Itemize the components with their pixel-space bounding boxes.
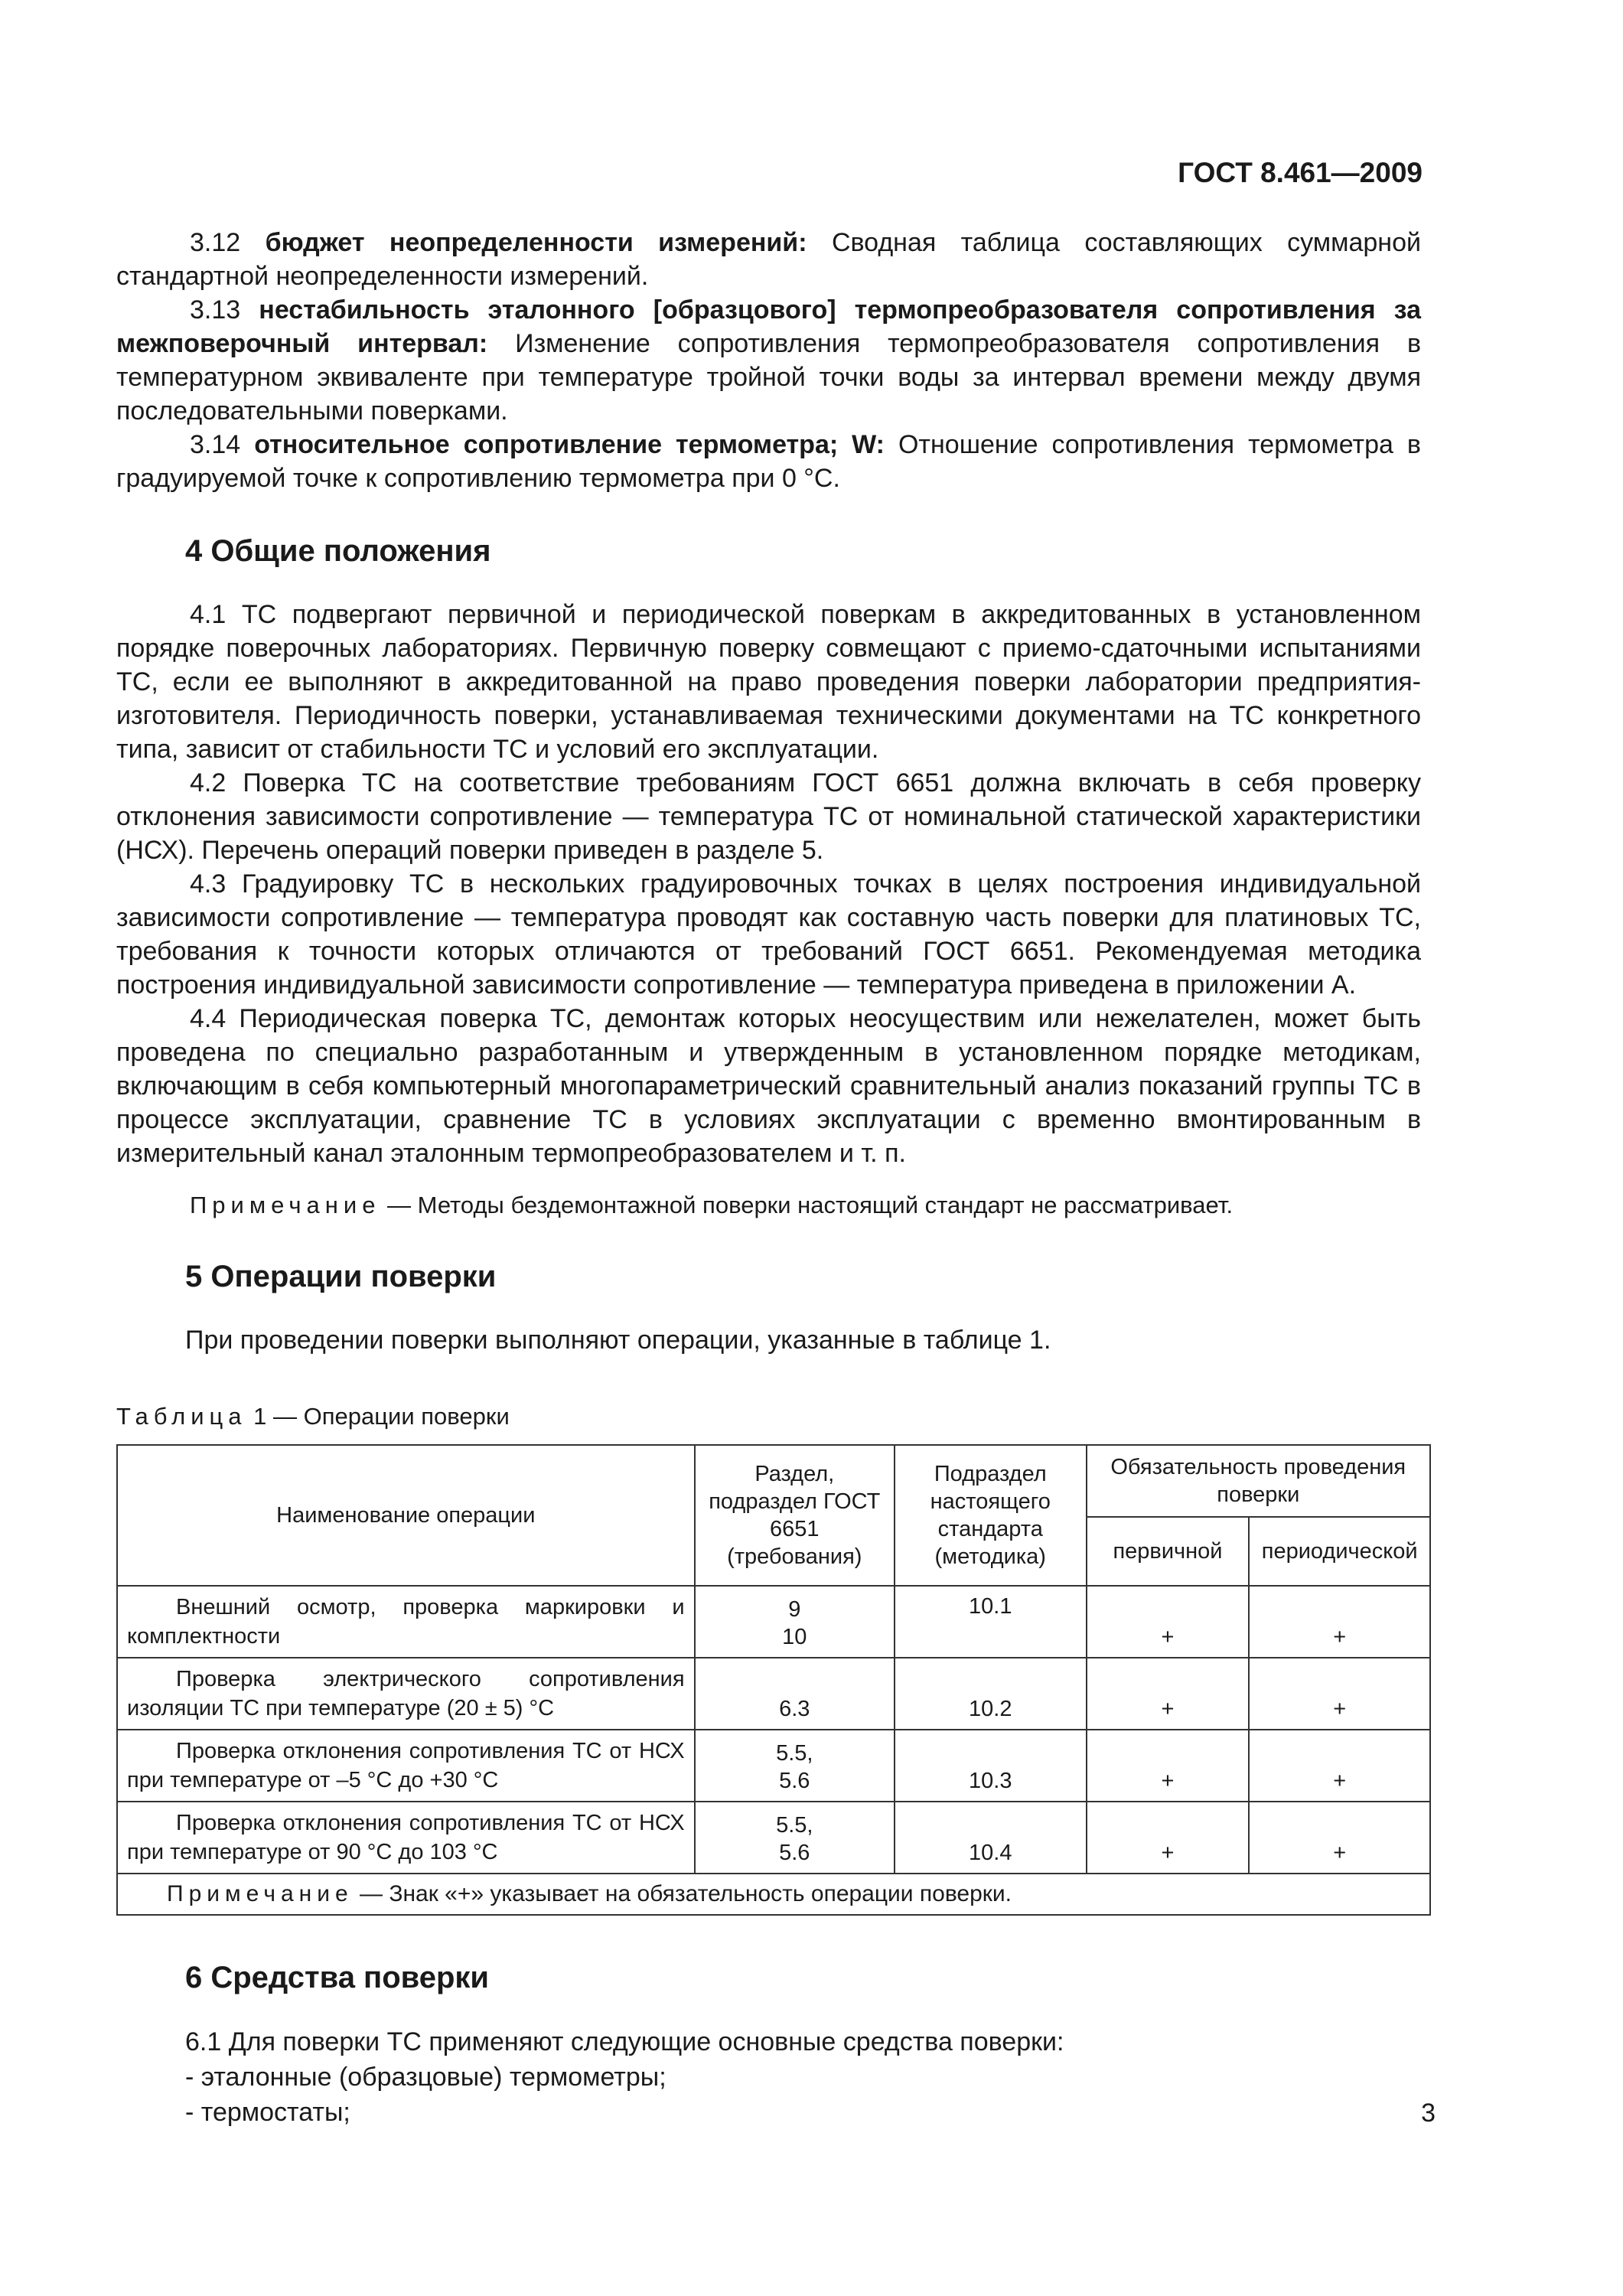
term-3-14 [116,428,1421,495]
header-mandatory: Обязательность проведения поверки [1087,1445,1430,1517]
gost-section: 6.3 [695,1658,895,1730]
paragraph-4-4: 4.4 Периодическая поверка ТС, демонтаж которых неосуществим или нежелателен, может быть проведена по специально разработанным и утвержденным в установленном порядке методикам, включающим в себя компьютерный многопараметрический сравнительный анализ показаний группы ТС в процессе эксплуатации, сравнение ТС в условиях эксплуатации с временно вмонтированным в измерительный канал эталонным термопреобразователем и т. п. [116,1004,1421,1168]
note-label: Примечание [167,1881,354,1906]
section-6-body [185,2024,1421,2130]
primary-mark: + [1087,1586,1250,1658]
gost-section: 9 10 [695,1586,895,1658]
standard-subsection: 10.1 [895,1586,1087,1658]
header-primary: первичной [1087,1517,1250,1586]
section-5-heading: 5 Операции поверки [185,1260,497,1293]
term-number: 3.12 [190,228,241,257]
section-4-note [190,1190,1421,1221]
term-text: Изменение сопротивления термопреобразователя сопротивления в температурном эквиваленте при температуре тройной точки воды за интервал времени между двумя последовательными поверками. [116,329,1422,426]
table-note [117,1874,1430,1915]
operation-name: Проверка отклонения сопротивления ТС от НСХ при температуре от 90 °С до 103 °С [117,1802,695,1874]
list-item: - эталонные (образцовые) термометры; [185,2063,666,2092]
gost-section: 5.5, 5.6 [695,1730,895,1802]
standard-subsection: 10.4 [895,1802,1087,1874]
table-title: 1 — Операции поверки [246,1403,510,1430]
term-title: бюджет неопределенности измерений: [265,228,807,257]
table-row [117,1586,1430,1658]
header-standard-subsection: Подраздел настоящего стандарта (методика) [895,1445,1087,1586]
term-number: 3.13 [190,295,241,325]
primary-mark: + [1087,1730,1250,1802]
section-4-heading: 4 Общие положения [185,534,491,568]
term-3-13 [116,293,1421,428]
section-5-intro: При проведении поверки выполняют операции, указанные в таблице 1. [185,1326,1051,1355]
periodic-mark: + [1249,1730,1430,1802]
page-number: 3 [1421,2099,1436,2128]
periodic-mark: + [1249,1586,1430,1658]
standard-subsection: 10.3 [895,1730,1087,1802]
section-6-heading: 6 Средства поверки [185,1961,489,1994]
note-text: — Знак «+» указывает на обязательность операции поверки. [353,1881,1012,1906]
term-title: нестабильность эталонного [образцового] термопреобразователя сопротивления за межповерочный интервал: [116,295,1421,358]
header-periodic: периодической [1249,1517,1430,1586]
table-header-row [117,1445,1430,1517]
term-text: Отношение сопротивления термометра в градуируемой точке к сопротивлению термометра при 0 °C. [116,430,1421,493]
operation-name: Проверка отклонения сопротивления ТС от НСХ при температуре от –5 °С до +30 °С [117,1730,695,1802]
paragraph-4-1: 4.1 ТС подвергают первичной и периодической поверкам в аккредитованных в установленном порядке поверочных лабораториях. Первичную поверку совмещают с приемо-сдаточными испытаниями ТС, если ее выполняют в аккредитованной на право проведения поверки лаборатории предприятия-изготовителя. Периодичность поверки, устанавливаемая техническими документами на ТС конкретного типа, зависит от стабильности ТС и условий его эксплуатации. [116,600,1421,764]
operation-name: Проверка электрического сопротивления изоляции ТС при температуре (20 ± 5) °С [117,1658,695,1730]
paragraph-4-2: 4.2 Поверка ТС на соответствие требованиям ГОСТ 6651 должна включать в себя проверку отклонения зависимости сопротивление — температура ТС от номинальной статической характеристики (НСХ). Перечень операций поверки приведен в разделе 5. [116,768,1421,865]
paragraph-6-1: 6.1 Для поверки ТС применяют следующие основные средства поверки: [185,2027,1064,2056]
note-label: Примечание [190,1192,381,1218]
periodic-mark: + [1249,1658,1430,1730]
primary-mark: + [1087,1802,1250,1874]
table-row [117,1658,1430,1730]
header-gost-section: Раздел, подраздел ГОСТ 6651 (требования) [695,1445,895,1586]
operation-name: Внешний осмотр, проверка маркировки и комплектности [117,1586,695,1658]
standard-subsection: 10.2 [895,1658,1087,1730]
table-caption [116,1400,1421,1433]
term-title: относительное сопротивление термометра; W: [254,430,885,459]
paragraph-4-3: 4.3 Градуировку ТС в нескольких градуировочных точках в целях построения индивидуальной зависимости сопротивление — температура проводят как составную часть поверки для платиновых ТС, требования к точности которых отличаются от требований ГОСТ 6651. Рекомендуемая методика построения индивидуальной зависимости сопротивление — температура приведена в приложении А. [116,869,1421,1000]
page-content [116,226,1421,2130]
term-3-12 [116,226,1421,293]
term-text: Сводная таблица составляющих суммарной стандартной неопределенности измерений. [116,228,1421,291]
periodic-mark: + [1249,1802,1430,1874]
header-operation-name: Наименование операции [117,1445,695,1586]
note-text: — Методы бездемонтажной поверки настоящий стандарт не рассматривает. [380,1192,1234,1218]
standard-code: ГОСТ 8.461—2009 [1178,157,1423,188]
gost-section: 5.5, 5.6 [695,1802,895,1874]
operations-table [116,1444,1431,1916]
table-label: Таблица [116,1403,247,1430]
table-row [117,1730,1430,1802]
list-item: - термостаты; [185,2098,350,2127]
term-number: 3.14 [190,430,241,459]
table-note-row [117,1874,1430,1915]
table-row [117,1802,1430,1874]
primary-mark: + [1087,1658,1250,1730]
